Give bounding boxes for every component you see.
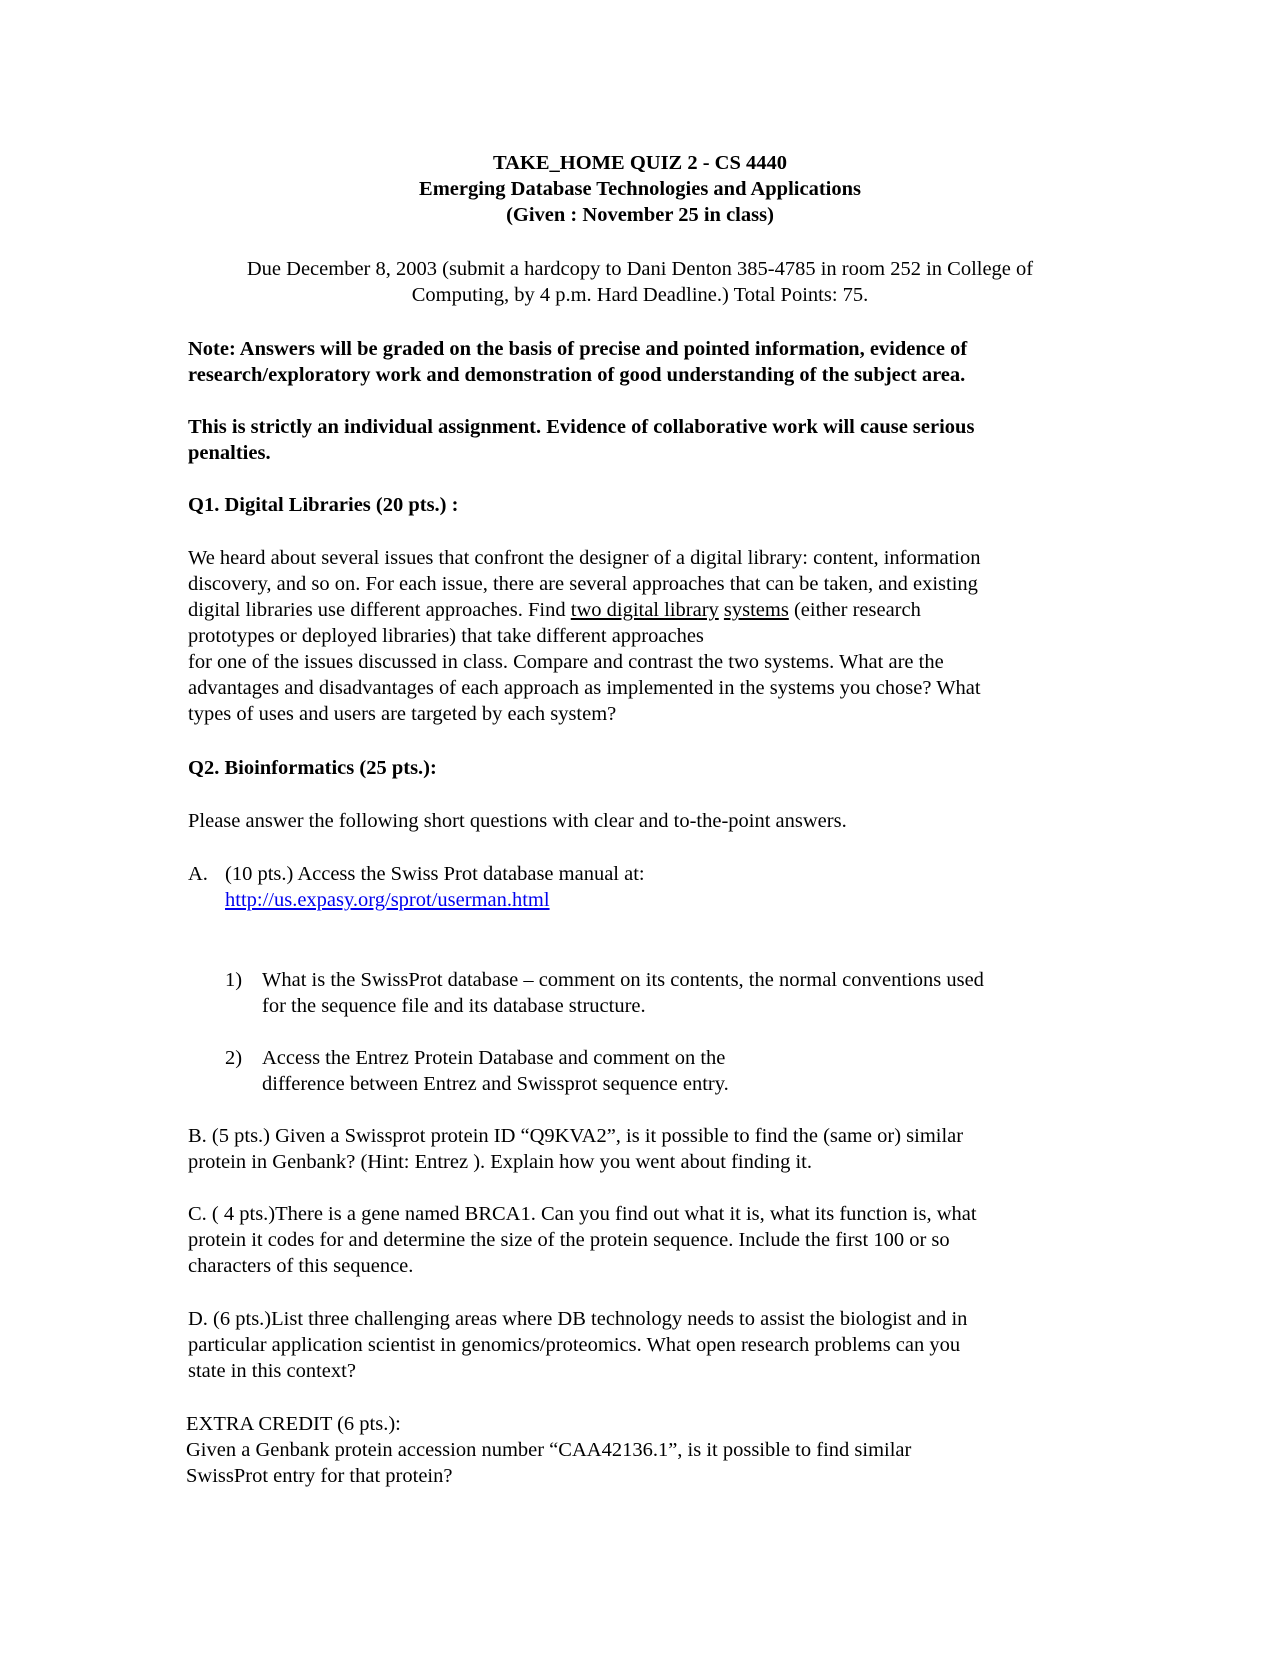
q1-line-3-start: digital libraries use different approaches. Find <box>188 599 571 621</box>
swissprot-manual-link[interactable]: http://us.expasy.org/sprot/userman.html <box>225 889 550 911</box>
due-info <box>0 256 1280 308</box>
q1-underlined-systems: systems <box>723 599 789 621</box>
individual-line-1: This is strictly an individual assignment. Evidence of collaborative work will cause serious <box>188 416 975 438</box>
q2-part-a <box>225 861 645 913</box>
q2-part-a-label: A. <box>188 863 208 885</box>
extra-credit-heading: EXTRA CREDIT (6 pts.): <box>186 1413 401 1435</box>
extra-credit-line-2: SwissProt entry for that protein? <box>186 1465 453 1487</box>
extra-credit <box>186 1411 911 1489</box>
q2-c-line-1: C. ( 4 pts.)There is a gene named BRCA1. Can you find out what it is, what its function is, what <box>188 1203 977 1225</box>
q2-a-item-2 <box>225 1045 729 1097</box>
q1-line-7: types of uses and users are targeted by each system? <box>188 703 617 725</box>
note-line-1: Note: Answers will be graded on the basis of precise and pointed information, evidence of <box>188 338 968 360</box>
q1-underlined-phrase: two digital library <box>570 599 719 621</box>
due-line-2: Computing, by 4 p.m. Hard Deadline.) Total Points: 75. <box>411 284 869 306</box>
q1-line-4: prototypes or deployed libraries) that take different approaches <box>188 625 704 647</box>
q2-c-line-2: protein it codes for and determine the size of the protein sequence. Include the first 100 or so <box>188 1229 950 1251</box>
q1-line-3 <box>188 597 981 623</box>
q2-d-line-2: particular application scientist in genomics/proteomics. What open research problems can you <box>188 1334 961 1356</box>
q1-line-3-end: (either research <box>788 599 921 621</box>
given-date: (Given : November 25 in class) <box>506 204 774 226</box>
q2-b-line-2: protein in Genbank? (Hint: Entrez ). Explain how you went about finding it. <box>188 1151 812 1173</box>
q1-line-1: We heard about several issues that confront the designer of a digital library: content, information <box>188 547 981 569</box>
q1-line-2: discovery, and so on. For each issue, there are several approaches that can be taken, and existing <box>188 573 978 595</box>
q2-part-c <box>188 1201 977 1279</box>
item-2-number: 2) <box>225 1047 243 1069</box>
q1-body <box>188 545 981 727</box>
item-1-number: 1) <box>225 969 243 991</box>
q2-part-b <box>188 1123 963 1175</box>
q2-d-line-3: state in this context? <box>188 1360 356 1382</box>
q2-part-d <box>188 1306 967 1384</box>
extra-credit-line-1: Given a Genbank protein accession number “CAA42136.1”, is it possible to find similar <box>186 1439 912 1461</box>
item-1-line-1: What is the SwissProt database – comment on its contents, the normal conventions used <box>262 969 984 991</box>
q2-part-a-text: (10 pts.) Access the Swiss Prot database manual at: <box>225 863 645 885</box>
q2-b-line-1: B. (5 pts.) Given a Swissprot protein ID “Q9KVA2”, is it possible to find the (same or) similar <box>188 1125 964 1147</box>
q1-line-6: advantages and disadvantages of each approach as implemented in the systems you chose? What <box>188 677 981 699</box>
due-line-1: Due December 8, 2003 (submit a hardcopy to Dani Denton 385-4785 in room 252 in College of <box>246 258 1034 280</box>
q1-line-5: for one of the issues discussed in class. Compare and contrast the two systems. What are the <box>188 651 944 673</box>
q2-c-line-3: characters of this sequence. <box>188 1255 414 1277</box>
note-line-2: research/exploratory work and demonstration of good understanding of the subject area. <box>188 364 966 386</box>
item-2-line-1: Access the Entrez Protein Database and comment on the <box>262 1047 726 1069</box>
q2-d-line-1: D. (6 pts.)List three challenging areas where DB technology needs to assist the biologist and in <box>188 1308 968 1330</box>
course-subtitle: Emerging Database Technologies and Applications <box>419 178 861 200</box>
q2-heading: Q2. Bioinformatics (25 pts.): <box>188 757 437 779</box>
q1-heading: Q1. Digital Libraries (20 pts.) : <box>188 494 459 516</box>
individual-assignment-note <box>188 414 974 466</box>
q2-a-item-1 <box>225 967 984 1019</box>
quiz-header <box>0 150 1280 228</box>
item-1-line-2: for the sequence file and its database structure. <box>262 995 646 1017</box>
quiz-title: TAKE_HOME QUIZ 2 - CS 4440 <box>492 152 788 174</box>
q2-intro: Please answer the following short questions with clear and to-the-point answers. <box>188 810 847 832</box>
grading-note <box>188 336 967 388</box>
item-2-line-2: difference between Entrez and Swissprot sequence entry. <box>262 1073 729 1095</box>
individual-line-2: penalties. <box>188 442 271 464</box>
